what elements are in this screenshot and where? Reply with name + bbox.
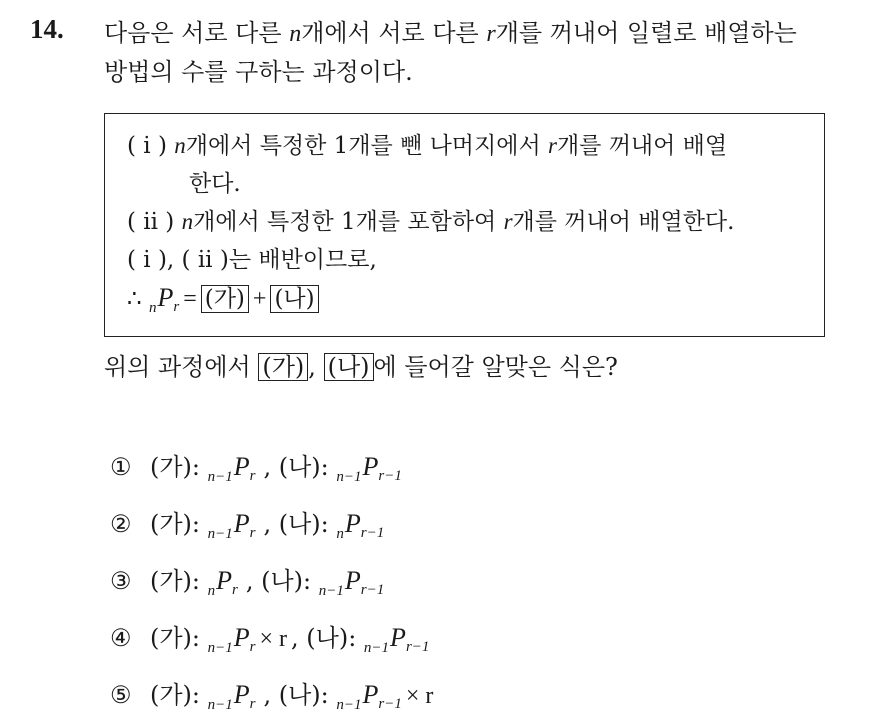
process-item-1-continued: 한다. — [189, 171, 241, 197]
formula-prefix: n — [148, 300, 157, 316]
prompt-text: 에 들어갈 알맞은 식은? — [373, 353, 618, 381]
process-box — [104, 113, 825, 337]
ga-symbol: P — [233, 509, 250, 538]
ga-subscript: r — [232, 582, 238, 598]
process-item-2 — [127, 207, 734, 237]
ga-subscript: r — [249, 696, 256, 712]
item-text: 개를 꺼내어 배열 — [556, 133, 728, 159]
item-text: 개에서 특정한 1개를 뺀 나머지에서 — [185, 133, 548, 159]
question-prompt — [104, 350, 618, 384]
choice-label-na: , (나): — [263, 510, 337, 538]
ga-subscript: r — [249, 468, 256, 484]
stem-text: 개에서 서로 다른 — [301, 19, 487, 47]
choice-marker: ⑤ — [110, 681, 132, 709]
blank-na: (나) — [324, 353, 374, 381]
equals-sign: = — [183, 286, 197, 312]
na-symbol: P — [362, 680, 379, 709]
ga-tail: × r — [259, 626, 288, 652]
var-r: r — [503, 209, 513, 234]
var-n: n — [174, 133, 186, 158]
var-n: n — [181, 209, 194, 234]
process-item-1 — [127, 131, 727, 161]
ga-subscript: r — [249, 525, 256, 541]
choice-label-ga: (가): — [150, 681, 208, 709]
choice-label-ga: (가): — [150, 453, 208, 481]
na-prefix: n−1 — [318, 583, 344, 599]
choice-label-na: , (나): — [263, 453, 337, 481]
ga-prefix: n−1 — [207, 526, 233, 542]
formula-symbol: P — [157, 283, 174, 312]
item-text: 개를 꺼내어 배열한다. — [512, 209, 735, 235]
choice-label-na: , (나): — [263, 681, 337, 709]
choice-marker: ① — [110, 453, 132, 481]
stem-line-1 — [104, 14, 874, 53]
choice-marker: ② — [110, 510, 132, 538]
ga-symbol: P — [233, 452, 250, 481]
ga-prefix: n−1 — [207, 640, 233, 656]
choice-marker: ③ — [110, 567, 132, 595]
disjoint-statement: ( i ), ( ii )는 배반이므로, — [127, 247, 377, 273]
ga-symbol: P — [216, 566, 233, 595]
prompt-comma: , — [308, 353, 316, 381]
na-symbol: P — [390, 623, 406, 652]
blank-ga: (가) — [201, 285, 249, 313]
na-subscript: r−1 — [378, 696, 402, 712]
formula-subscript: r — [173, 299, 180, 315]
ga-prefix: n — [207, 583, 216, 599]
ga-symbol: P — [233, 623, 250, 652]
na-prefix: n — [336, 526, 344, 542]
na-prefix: n−1 — [336, 697, 362, 713]
choice-label-na: , (나): — [245, 567, 319, 595]
choice-4[interactable] — [110, 621, 437, 665]
question-stem — [104, 14, 874, 91]
prompt-text: 위의 과정에서 — [104, 353, 259, 381]
na-prefix: n−1 — [363, 640, 390, 656]
blank-na: (나) — [270, 285, 318, 313]
ga-subscript: r — [249, 639, 256, 655]
item-label: ( i ) — [127, 133, 167, 159]
question-number: 14. — [30, 14, 64, 44]
formula-line — [127, 283, 319, 323]
var-r: r — [548, 133, 557, 158]
choice-5[interactable] — [110, 678, 437, 722]
choice-label-ga: (가): — [150, 624, 208, 652]
na-subscript: r−1 — [405, 639, 430, 655]
choice-label-ga: (가): — [150, 510, 208, 538]
na-subscript: r−1 — [360, 525, 385, 541]
stem-text: 개를 꺼내어 일렬로 배열하는 — [495, 19, 797, 47]
stem-text: 다음은 서로 다른 — [104, 19, 290, 47]
choice-3[interactable] — [110, 564, 392, 608]
na-tail: × r — [405, 683, 434, 709]
na-symbol: P — [344, 509, 361, 538]
choice-1[interactable] — [110, 450, 410, 494]
choice-label-ga: (가): — [150, 567, 208, 595]
var-n: n — [289, 21, 302, 47]
item-label: ( ii ) — [127, 209, 175, 235]
choice-marker: ④ — [110, 624, 132, 652]
blank-ga: (가) — [258, 353, 308, 381]
ga-symbol: P — [233, 680, 250, 709]
ga-prefix: n−1 — [207, 697, 233, 713]
na-symbol: P — [344, 566, 361, 595]
choice-label-na: , (나): — [291, 624, 364, 652]
ga-prefix: n−1 — [207, 469, 233, 485]
na-subscript: r−1 — [360, 582, 385, 598]
na-prefix: n−1 — [336, 469, 362, 485]
item-text: 개에서 특정한 1개를 포함하여 — [193, 209, 504, 235]
stem-line-2: 방법의 수를 구하는 과정이다. — [104, 58, 413, 86]
choice-2[interactable] — [110, 507, 392, 551]
na-subscript: r−1 — [378, 468, 402, 484]
var-r: r — [486, 21, 496, 47]
plus-sign: + — [252, 286, 267, 312]
na-symbol: P — [362, 452, 379, 481]
therefore-symbol: ∴ — [127, 286, 142, 312]
